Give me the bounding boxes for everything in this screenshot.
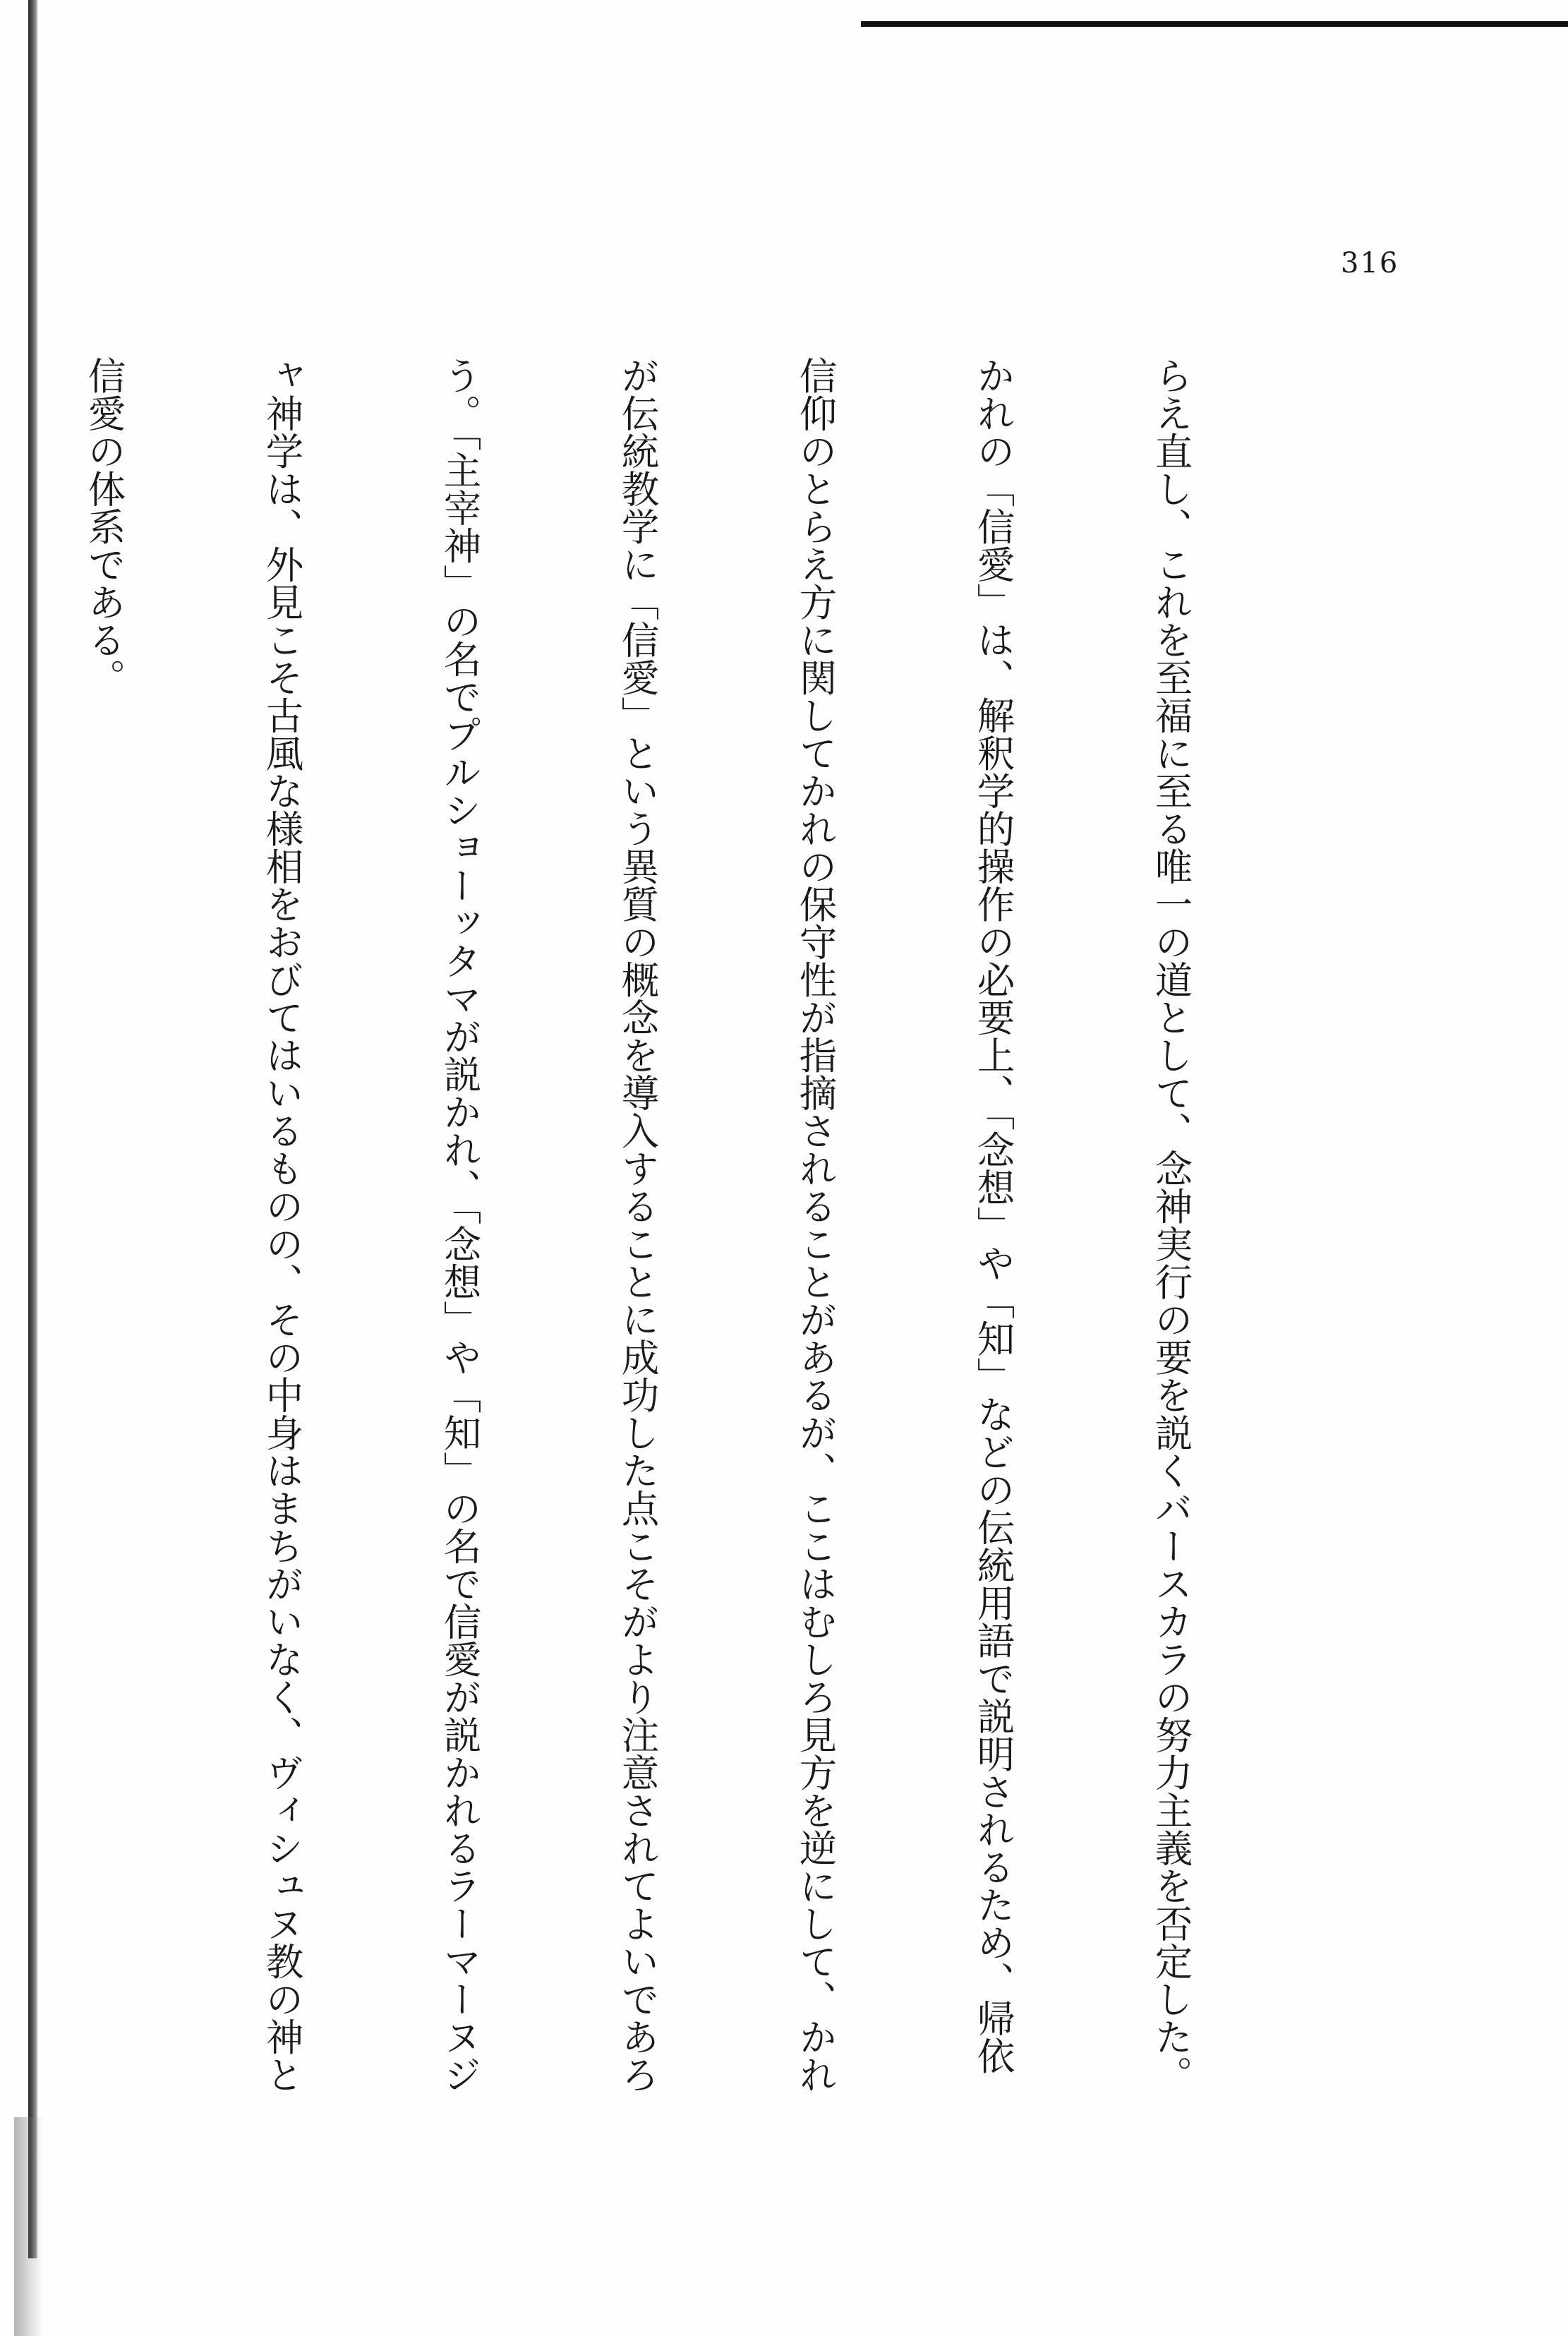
body-text: [0, 356, 1437, 2177]
text-line: 信愛の体系である。: [82, 356, 126, 697]
text-line: ャ神学は、外見こそ古風な様相をおびてはいるものの、その中身はまちがいなく、ヴィシュヌ教の神と: [260, 356, 304, 2093]
paragraph-1: [0, 356, 1319, 2177]
page-number: 316: [1341, 247, 1399, 279]
text-line: かれの「信愛」は、解釈学的操作の必要上、「念想」や「知」などの伝統用語で説明されるため、帰依: [971, 356, 1015, 2075]
text-line: う。「主宰神」の名でプルショーッタマが説かれ、「念想」や「知」の名で信愛が説かれるラーマーヌジ: [438, 356, 482, 2093]
text-line: が伝統教学に「信愛」という異質の概念を導入することに成功した点こそがより注意されてよいであろ: [615, 356, 660, 2093]
text-line: らえ直し、これを至福に至る唯一の道として、念神実行の要を説くバースカラの努力主義を否定した。: [1149, 356, 1193, 2093]
text-line: 信仰のとらえ方に関してかれの保守性が指摘されることがあるが、ここはむしろ見方を逆にして、かれ: [793, 356, 838, 2093]
header-rule: [861, 21, 1568, 27]
